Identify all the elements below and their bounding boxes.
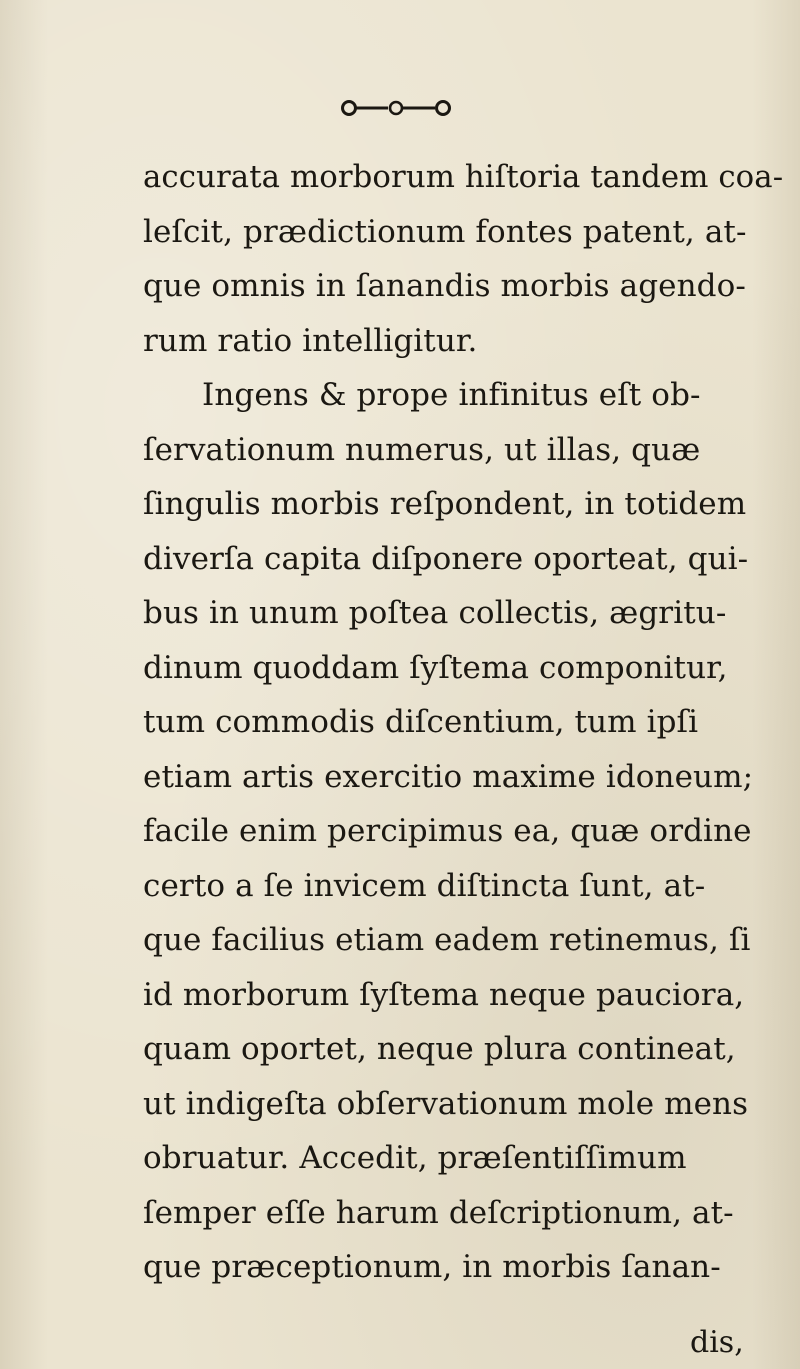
text-line: id morborum ſyſtema neque pauciora, <box>143 976 745 1013</box>
text-line: leſcit, prædictionum fontes patent, at- <box>143 213 747 250</box>
text-line: accurata morborum hiſtoria tandem coa- <box>143 159 784 195</box>
text-line: que facilius etiam eadem retinemus, ſi <box>143 922 751 958</box>
text-line: diverſa capita diſponere oporteat, qui- <box>143 540 749 577</box>
header-ornament <box>0 93 800 123</box>
text-line: bus in unum poſtea collectis, ægritu- <box>143 595 727 631</box>
text-line: rum ratio intelligitur. <box>143 322 478 359</box>
text-line: obruatur. Accedit, præſentiſſimum <box>143 1140 687 1176</box>
text-line: facile enim percipimus ea, quæ ordine <box>143 813 752 849</box>
catchword: dis, <box>690 1325 744 1360</box>
text-line: etiam artis exercitio maxime idoneum; <box>143 758 754 795</box>
text-line: ut indigeſta obſervationum mole mens <box>143 1085 749 1122</box>
three-linked-circles-ornament-icon <box>336 93 466 123</box>
body-text <box>143 150 783 1295</box>
text-line: que præceptionum, in morbis ſanan- <box>143 1249 721 1285</box>
text-line: dinum quoddam ſyſtema componitur, <box>143 649 728 686</box>
text-line: que omnis in ſanandis morbis agendo- <box>143 268 746 304</box>
text-line: tum commodis diſcentium, tum ipſi <box>143 704 699 740</box>
text-line: ſingulis morbis reſpondent, in totidem <box>143 486 747 522</box>
paragraph-start-line: Ingens & prope infinitus eſt ob- <box>202 377 701 413</box>
text-line: quam oportet, neque plura contineat, <box>143 1031 736 1067</box>
text-line: ſervationum numerus, ut illas, quæ <box>143 431 701 468</box>
text-line: ſemper eſſe harum deſcriptionum, at- <box>143 1194 734 1231</box>
text-line: certo a ſe invicem diſtincta ſunt, at- <box>143 867 706 904</box>
